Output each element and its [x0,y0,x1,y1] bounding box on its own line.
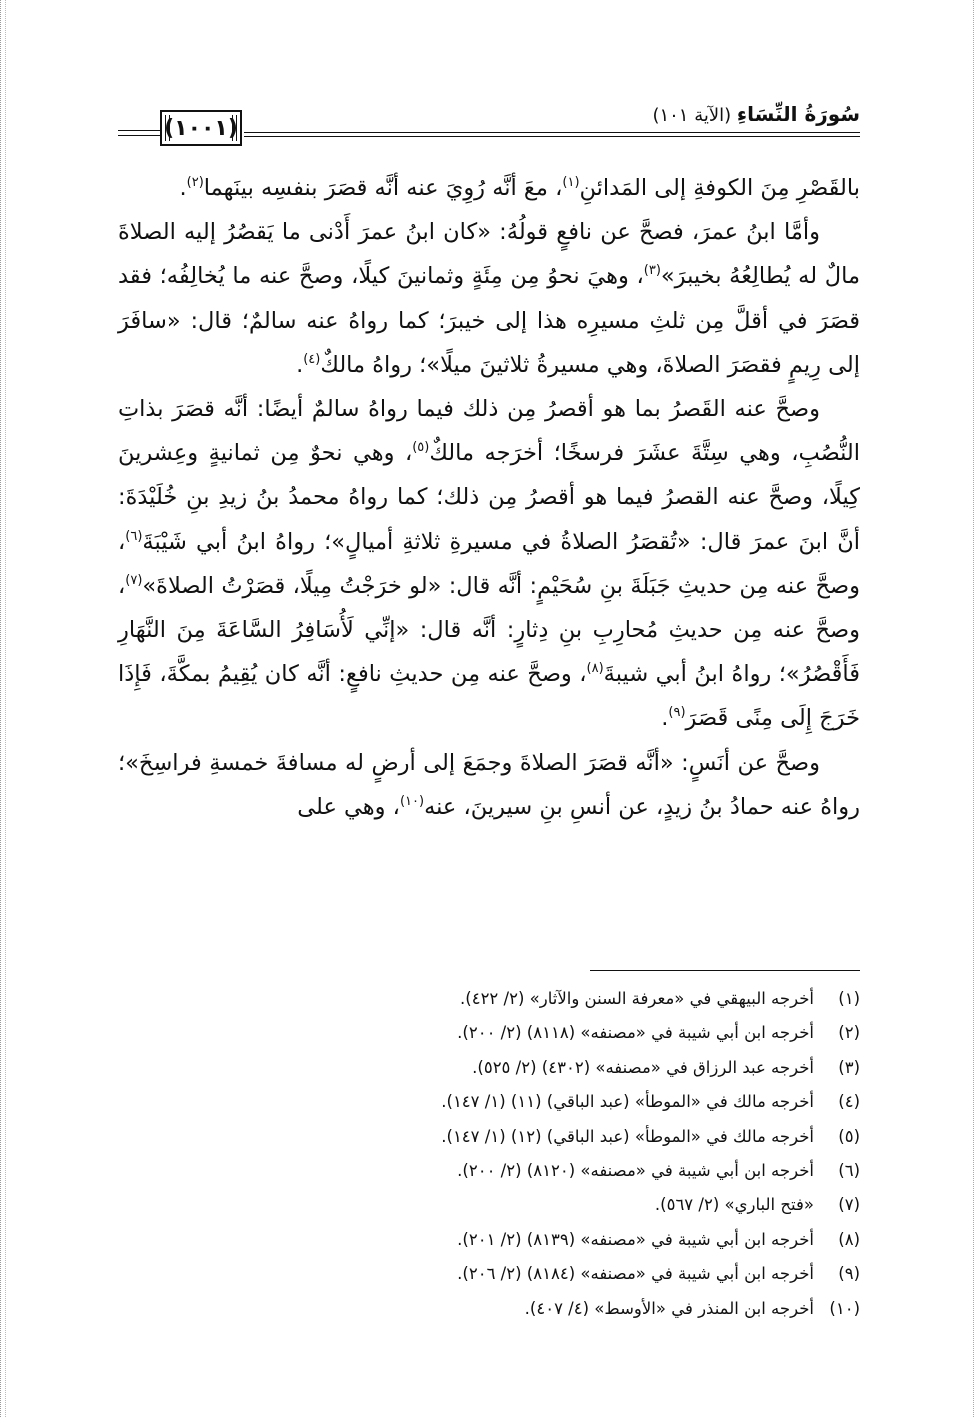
footnote-number: (٧) [838,1195,860,1215]
footnote-item [118,1051,860,1085]
footnote-number: (٩) [838,1264,860,1284]
footnote-item [118,1292,860,1326]
footnote-text: أخرجه مالك في «الموطأ» (عبد الباقي) (١١) (١/ ١٤٧). [441,1092,814,1112]
page-header [118,102,860,152]
verse-label: (الآية ١٠١) [652,105,732,126]
footnote-number: (٣) [838,1057,860,1077]
footnote-marker: (٨) [586,661,604,677]
paragraph [118,387,860,741]
footnote-number: (٨) [838,1229,860,1249]
header-rule-right [244,132,860,137]
footnote-item [118,982,860,1016]
footnote-text: أخرجه ابن أبي شيبة في «مصنفه» (٨١٢٠) (٢/ ٢٠٠). [457,1161,814,1181]
footnote-item [118,1257,860,1291]
footnote-number: (٤) [838,1092,860,1112]
header-rule-left [118,130,160,136]
text-segment: وصحَّ عن أنَسٍ: «أنَّه قصَرَ الصلاةَ وجمَعَ إلى أرضٍ له مسافةَ خمسةِ فراسِخَ»؛ رواهُ عنه حمادُ بنُ زيدٍ، عن أنسِ بنِ سيرينَ، عنه [118,749,860,820]
footnotes [118,982,860,1326]
paragraph [118,166,860,210]
footnote-number: (٦) [838,1161,860,1181]
footnote-separator [590,970,860,971]
footnote-text: أخرجه مالك في «الموطأ» (عبد الباقي) (١٢) (١/ ١٤٧). [441,1126,814,1146]
text-segment: ، وهيَ نحوُ مِن مِئَةٍ وثمانينَ كيلًا، وصحَّ عنه ما يُخالِفُه؛ فقد قصَرَ في أقلَّ مِن ثلثِ مسيرِه هذا إلى خيبرَ؛ كما رواهُ عنه سالمٌ؛ قال: «سافَرَ إلى رِيمٍ فقصَرَ الصلاةَ، وهي مسيرةُ ثلاثينَ ميلًا»؛ رواهُ مالكٌ [118,263,860,378]
scan-edge-left [0,0,6,1417]
footnote-marker: (٦) [125,528,143,544]
text-segment: ، معَ أنَّه رُوِيَ عنه أنَّه قصَرَ بنفسِه بينَهما [203,175,563,201]
footnote-number: (١) [838,989,860,1008]
footnote-marker: (١٠) [399,793,425,809]
text-segment: ، وصحَّ عنه مِن حديثِ مُحارِبِ بنِ دِثارٍ: أنَّه قال: «إنِّي لَأُسَافِرُ السَّاعَةَ مِنَ النَّهَارِ فَأَقْصُرُ»؛ رواهُ ابنُ أبي شيبةَ [118,572,860,688]
text-segment: . [179,175,187,201]
text-segment: ، وصحَّ عنه مِن حديثِ جَبَلَةَ بنِ سُحَيْمٍ: أنَّه قال: «لو خرَجْتُ مِيلًا، قصَرْتُ الصلاةَ» [118,528,860,599]
footnote-marker: (٥) [412,440,430,456]
footnote-text: «فتح الباري» (٢/ ٥٦٧). [654,1195,814,1215]
text-segment: . [661,705,669,732]
footnote-text: أخرجه ابن المنذر في «الأوسط» (٤/ ٤٠٧). [524,1298,814,1318]
paragraph [118,741,860,829]
text-segment: بالقَصْرِ مِنَ الكوفةِ إلى المَدائنِ [579,175,860,201]
footnote-marker: (٧) [125,572,143,588]
footnote-item [118,1016,860,1050]
footnote-text: أخرجه ابن أبي شيبة في «مصنفه» (٨١١٨) (٢/ ٢٠٠). [457,1023,814,1043]
footnote-item [118,1154,860,1188]
footnote-marker: (٩) [668,705,686,721]
text-segment: ، وصحَّ عنه مِن حديثِ نافعٍ: أنَّه كان يُقِيمُ بمكَّةَ، فَإِذَا خَرَجَ إِلَى مِنًى قَصَرَ [118,661,860,732]
footnote-marker: (١) [562,175,580,190]
text-segment: ، وهي على [297,793,400,820]
footnote-marker: (٢) [186,175,204,190]
footnote-text: أخرجه ابن أبي شيبة في «مصنفه» (٨١٨٤) (٢/ ٢٠٦). [457,1264,814,1284]
footnote-text: أخرجه ابن أبي شيبة في «مصنفه» (٨١٣٩) (٢/ ٢٠١). [457,1229,814,1249]
footnote-number: (٢) [838,1023,860,1043]
footnote-marker: (٣) [643,263,661,279]
text-segment: وأمَّا ابنُ عمرَ، فصحَّ عن نافعٍ قولُهُ: «كان ابنُ عمرَ أَدْنى ما يَقصُرُ إليه الصلاةَ مالٌ له يُطالِعُهُ بخيبرَ» [118,219,860,290]
footnote-text: أخرجه البيهقي في «معرفة السنن والآثار» (٢/ ٤٢٢). [460,989,814,1008]
running-head [652,102,860,130]
footnote-text: أخرجه عبد الرزاق في «مصنفه» (٤٣٠٢) (٢/ ٥٢٥). [472,1057,814,1077]
sura-name: سُورَةُ النِّسَاءِ [736,102,860,126]
footnote-number: (١٠) [829,1298,860,1318]
footnote-item [118,1085,860,1119]
page-number: (١٠٠١) [160,110,242,146]
footnote-item [118,1223,860,1257]
footnote-item [118,1120,860,1154]
paragraph [118,210,860,387]
text-segment: وصحَّ عنه القَصرُ بما هو أقصرُ مِن ذلك فيما رواهُ سالمٌ أيضًا: أنَّه قصَرَ بذاتِ النُّصُبِ، وهي سِتَّةَ عشَرَ فرسخًا؛ أخرَجه مالكٌ [118,396,860,467]
footnote-marker: (٤) [303,351,321,367]
text-segment: ، وهي نحوٌ مِن ثمانيةٍ وعِشرينَ كِيلًا، وصحَّ عنه القصرُ فيما هو أقصرُ مِن ذلك؛ كما رواهُ محمدُ بنُ زيدِ بنِ خُلَيْدَةَ: أنَّ ابنَ عمرَ قال: «تُقصَرُ الصلاةُ في مسيرةِ ثلاثةِ أميالٍ»؛ رواهُ ابنُ أبي شَيْبَةَ [118,440,860,555]
body-text [118,166,860,829]
footnote-item [118,1188,860,1222]
text-segment: . [296,351,304,378]
footnote-number: (٥) [838,1126,860,1146]
